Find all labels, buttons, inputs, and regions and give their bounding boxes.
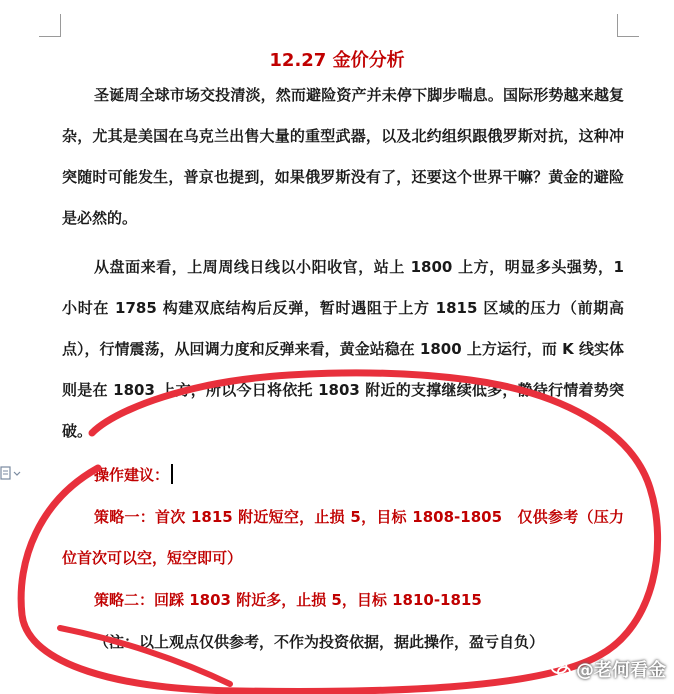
strategy-two: 策略二：回踩 1803 附近多，止损 5，目标 1810-1815 — [94, 591, 482, 609]
text-cursor — [171, 464, 173, 484]
document-title: 12.27 金价分析 — [269, 50, 405, 71]
advice-heading[interactable] — [62, 455, 624, 496]
disclaimer-note: （注：以上观点仅供参考，不作为投资依据，据此操作，盈亏自负） — [94, 633, 545, 651]
paragraph-analysis: 从盘面来看，上周周线日线以小阳收官，站上 1800 上方，明显多头强势，1 小时在 1785 构建双底结构后反弹，暂时遇阻于上方 1815 区域的压力（前期高点），行情震荡，从回调力度和反弹来看，黄金站稳在 1800 上方运行，而 K 线实体则是在 1803 上方，所以今日将依托 1803 附近的支撑继续低多，静待行情着势突破。 — [62, 258, 624, 440]
wechat-logo-icon — [550, 658, 572, 680]
watermark — [550, 656, 666, 682]
watermark-text: @老何看金 — [576, 660, 666, 681]
paragraph-intro: 圣诞周全球市场交投清淡，然而避险资产并未停下脚步喘息。国际形势越来越复杂，尤其是美国在乌克兰出售大量的重型武器，以及北约组织跟俄罗斯对抗，这种冲突随时可能发生，普京也提到，如果俄罗斯没有了，还要这个世界干嘛？黄金的避险是必然的。 — [62, 86, 624, 227]
strategy-one: 策略一：首次 1815 附近短空，止损 5，目标 1808-1805 仅供参考（压力位首次可以空，短空即可） — [62, 508, 624, 567]
advice-label: 操作建议： — [94, 466, 170, 484]
document-icon[interactable] — [0, 466, 22, 482]
page-corner-mark-top-right — [617, 14, 639, 37]
page-corner-mark-top-left — [39, 14, 61, 37]
